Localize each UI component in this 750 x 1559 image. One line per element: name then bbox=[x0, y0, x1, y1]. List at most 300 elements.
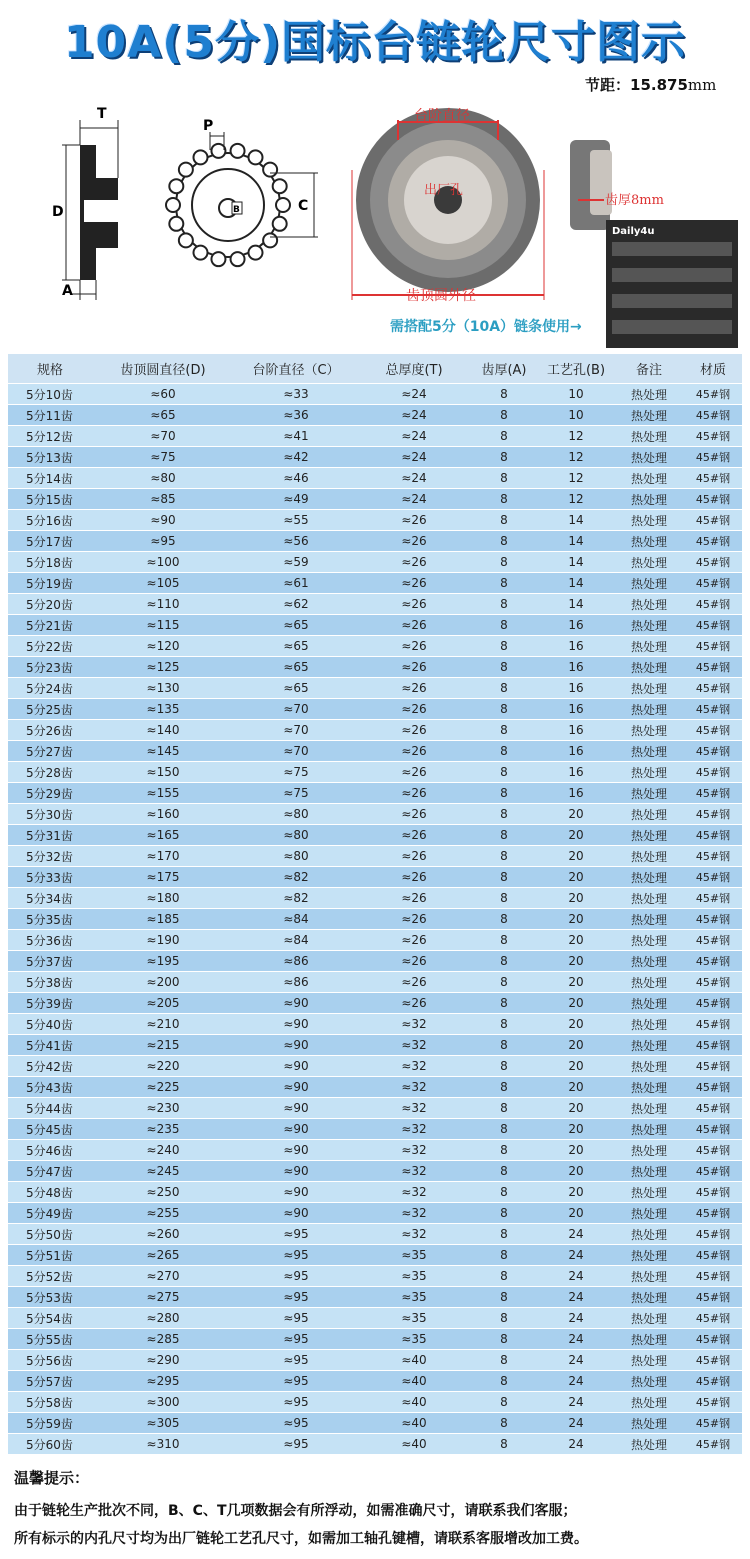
table-cell: 24 bbox=[538, 1434, 614, 1455]
table-row bbox=[8, 888, 742, 909]
table-cell: 热处理 bbox=[614, 846, 684, 867]
table-cell: ≈95 bbox=[234, 1224, 358, 1245]
table-cell: ≈24 bbox=[358, 489, 470, 510]
table-cell: 8 bbox=[470, 678, 538, 699]
table-cell: 45#钢 bbox=[684, 825, 742, 846]
label-C: C bbox=[298, 198, 309, 214]
table-cell: 8 bbox=[470, 1245, 538, 1266]
table-cell: ≈270 bbox=[92, 1266, 234, 1287]
table-cell: 5分53齿 bbox=[8, 1287, 92, 1308]
table-cell: ≈245 bbox=[92, 1161, 234, 1182]
table-cell: ≈280 bbox=[92, 1308, 234, 1329]
table-cell: ≈86 bbox=[234, 951, 358, 972]
table-cell: ≈75 bbox=[92, 447, 234, 468]
table-cell: 20 bbox=[538, 1182, 614, 1203]
table-cell: 热处理 bbox=[614, 1224, 684, 1245]
table-cell: 20 bbox=[538, 951, 614, 972]
table-cell: 8 bbox=[470, 1434, 538, 1455]
table-cell: ≈56 bbox=[234, 531, 358, 552]
table-cell: 8 bbox=[470, 405, 538, 426]
table-cell: 20 bbox=[538, 888, 614, 909]
table-cell: 12 bbox=[538, 426, 614, 447]
table-cell: ≈36 bbox=[234, 405, 358, 426]
hint-title: 温馨提示： bbox=[14, 1469, 90, 1487]
table-cell: 热处理 bbox=[614, 993, 684, 1014]
sprocket-tooth bbox=[249, 246, 263, 260]
table-cell: ≈170 bbox=[92, 846, 234, 867]
table-cell: 热处理 bbox=[614, 1266, 684, 1287]
table-cell: 8 bbox=[470, 804, 538, 825]
table-cell: 45#钢 bbox=[684, 1329, 742, 1350]
table-cell: 8 bbox=[470, 468, 538, 489]
table-cell: 热处理 bbox=[614, 468, 684, 489]
table-cell: ≈95 bbox=[234, 1434, 358, 1455]
table-cell: 45#钢 bbox=[684, 867, 742, 888]
table-cell: ≈26 bbox=[358, 657, 470, 678]
table-row bbox=[8, 909, 742, 930]
table-cell: 45#钢 bbox=[684, 804, 742, 825]
table-cell: 45#钢 bbox=[684, 447, 742, 468]
table-row bbox=[8, 636, 742, 657]
table-cell: 8 bbox=[470, 384, 538, 405]
table-cell: ≈90 bbox=[234, 1203, 358, 1224]
table-cell: ≈95 bbox=[234, 1266, 358, 1287]
table-cell: 5分31齿 bbox=[8, 825, 92, 846]
table-cell: 16 bbox=[538, 762, 614, 783]
table-cell: ≈85 bbox=[92, 489, 234, 510]
table-cell: ≈65 bbox=[234, 657, 358, 678]
table-cell: 5分15齿 bbox=[8, 489, 92, 510]
table-cell: 24 bbox=[538, 1266, 614, 1287]
table-cell: 热处理 bbox=[614, 552, 684, 573]
table-cell: ≈32 bbox=[358, 1077, 470, 1098]
table-cell: 20 bbox=[538, 825, 614, 846]
table-cell: 8 bbox=[470, 426, 538, 447]
table-cell: 12 bbox=[538, 489, 614, 510]
table-cell: ≈90 bbox=[234, 1098, 358, 1119]
side-profile bbox=[52, 106, 118, 300]
sprocket-tooth bbox=[273, 217, 287, 231]
table-cell: 热处理 bbox=[614, 678, 684, 699]
table-row bbox=[8, 1245, 742, 1266]
table-cell: ≈49 bbox=[234, 489, 358, 510]
table-cell: 45#钢 bbox=[684, 1413, 742, 1434]
table-cell: 45#钢 bbox=[684, 909, 742, 930]
table-cell: ≈86 bbox=[234, 972, 358, 993]
sprocket-tooth bbox=[179, 233, 193, 247]
table-cell: 45#钢 bbox=[684, 930, 742, 951]
table-cell: ≈230 bbox=[92, 1098, 234, 1119]
table-cell: 45#钢 bbox=[684, 1182, 742, 1203]
table-cell: ≈40 bbox=[358, 1371, 470, 1392]
table-cell: ≈95 bbox=[234, 1413, 358, 1434]
table-cell: 热处理 bbox=[614, 1392, 684, 1413]
table-cell: 8 bbox=[470, 510, 538, 531]
table-cell: 5分23齿 bbox=[8, 657, 92, 678]
sprocket-tooth bbox=[249, 150, 263, 164]
table-row bbox=[8, 1014, 742, 1035]
table-row bbox=[8, 783, 742, 804]
sprocket-diagram bbox=[0, 100, 750, 350]
table-cell: ≈65 bbox=[234, 636, 358, 657]
hint-line: 由于链轮生产批次不同，B、C、T几项数据会有所浮动，如需准确尺寸，请联系我们客服； bbox=[14, 1503, 577, 1519]
table-cell: ≈26 bbox=[358, 762, 470, 783]
table-cell: 16 bbox=[538, 657, 614, 678]
table-cell: 热处理 bbox=[614, 1413, 684, 1434]
table-cell: ≈80 bbox=[234, 804, 358, 825]
label-factory-hole: 出厂孔 bbox=[424, 183, 464, 198]
table-cell: 5分60齿 bbox=[8, 1434, 92, 1455]
table-cell: ≈80 bbox=[234, 846, 358, 867]
table-cell: 12 bbox=[538, 468, 614, 489]
sprocket-tooth bbox=[211, 252, 225, 266]
sprocket-tooth bbox=[276, 198, 290, 212]
table-cell: 8 bbox=[470, 867, 538, 888]
table-cell: 24 bbox=[538, 1224, 614, 1245]
label-B: B bbox=[233, 205, 240, 215]
table-cell: ≈24 bbox=[358, 384, 470, 405]
table-cell: ≈260 bbox=[92, 1224, 234, 1245]
table-cell: ≈200 bbox=[92, 972, 234, 993]
side-photo bbox=[570, 140, 664, 230]
table-cell: 热处理 bbox=[614, 1371, 684, 1392]
table-header-row bbox=[8, 354, 742, 384]
table-cell: 8 bbox=[470, 951, 538, 972]
table-cell: 5分48齿 bbox=[8, 1182, 92, 1203]
table-cell: 14 bbox=[538, 552, 614, 573]
table-cell: ≈35 bbox=[358, 1266, 470, 1287]
spec-table bbox=[8, 354, 742, 1455]
table-cell: ≈26 bbox=[358, 699, 470, 720]
table-cell: 8 bbox=[470, 972, 538, 993]
table-cell: ≈42 bbox=[234, 447, 358, 468]
table-cell: 热处理 bbox=[614, 1014, 684, 1035]
table-cell: 45#钢 bbox=[684, 888, 742, 909]
table-cell: ≈26 bbox=[358, 573, 470, 594]
table-cell: 热处理 bbox=[614, 1350, 684, 1371]
table-cell: 5分38齿 bbox=[8, 972, 92, 993]
table-cell: 20 bbox=[538, 1077, 614, 1098]
table-cell: ≈70 bbox=[234, 741, 358, 762]
table-row bbox=[8, 1224, 742, 1245]
table-cell: 热处理 bbox=[614, 1119, 684, 1140]
table-cell: ≈95 bbox=[234, 1308, 358, 1329]
table-cell: 20 bbox=[538, 867, 614, 888]
table-cell: 5分45齿 bbox=[8, 1119, 92, 1140]
table-cell: 16 bbox=[538, 699, 614, 720]
table-cell: ≈26 bbox=[358, 783, 470, 804]
table-cell: 5分35齿 bbox=[8, 909, 92, 930]
table-cell: ≈310 bbox=[92, 1434, 234, 1455]
table-cell: 热处理 bbox=[614, 951, 684, 972]
table-cell: ≈90 bbox=[234, 1014, 358, 1035]
table-cell: 45#钢 bbox=[684, 1098, 742, 1119]
table-cell: 热处理 bbox=[614, 1077, 684, 1098]
table-cell: ≈24 bbox=[358, 468, 470, 489]
table-cell: 45#钢 bbox=[684, 1224, 742, 1245]
label-A: A bbox=[62, 283, 73, 299]
table-cell: 20 bbox=[538, 1119, 614, 1140]
table-cell: 45#钢 bbox=[684, 1161, 742, 1182]
table-cell: 热处理 bbox=[614, 657, 684, 678]
table-cell: 20 bbox=[538, 930, 614, 951]
table-cell: 热处理 bbox=[614, 573, 684, 594]
table-cell: 8 bbox=[470, 1287, 538, 1308]
table-cell: 5分22齿 bbox=[8, 636, 92, 657]
table-cell: 24 bbox=[538, 1245, 614, 1266]
sprocket-tooth bbox=[194, 150, 208, 164]
label-step-dia: 台阶直径 bbox=[414, 108, 470, 124]
table-cell: 8 bbox=[470, 1413, 538, 1434]
table-row bbox=[8, 1329, 742, 1350]
sprocket-tooth bbox=[231, 252, 245, 266]
table-cell: 5分58齿 bbox=[8, 1392, 92, 1413]
table-cell: ≈33 bbox=[234, 384, 358, 405]
table-row bbox=[8, 594, 742, 615]
table-cell: 5分21齿 bbox=[8, 615, 92, 636]
table-cell: 8 bbox=[470, 1119, 538, 1140]
table-cell: ≈84 bbox=[234, 930, 358, 951]
table-cell: ≈35 bbox=[358, 1329, 470, 1350]
table-row bbox=[8, 993, 742, 1014]
table-cell: ≈84 bbox=[234, 909, 358, 930]
table-cell: ≈32 bbox=[358, 1035, 470, 1056]
table-cell: 热处理 bbox=[614, 1434, 684, 1455]
table-cell: 5分17齿 bbox=[8, 531, 92, 552]
table-cell: 热处理 bbox=[614, 699, 684, 720]
table-cell: 热处理 bbox=[614, 1035, 684, 1056]
table-cell: 45#钢 bbox=[684, 993, 742, 1014]
table-cell: 16 bbox=[538, 783, 614, 804]
table-cell: ≈41 bbox=[234, 426, 358, 447]
table-cell: ≈295 bbox=[92, 1371, 234, 1392]
table-cell: 14 bbox=[538, 531, 614, 552]
table-row bbox=[8, 930, 742, 951]
table-cell: ≈95 bbox=[234, 1329, 358, 1350]
table-cell: 热处理 bbox=[614, 1308, 684, 1329]
label-tip-dia: 齿顶圆外径 bbox=[406, 288, 476, 304]
table-row bbox=[8, 1161, 742, 1182]
table-cell: ≈285 bbox=[92, 1329, 234, 1350]
table-row bbox=[8, 1413, 742, 1434]
table-cell: ≈175 bbox=[92, 867, 234, 888]
table-cell: 5分18齿 bbox=[8, 552, 92, 573]
table-cell: 16 bbox=[538, 678, 614, 699]
table-row bbox=[8, 1140, 742, 1161]
table-row bbox=[8, 699, 742, 720]
table-cell: ≈32 bbox=[358, 1056, 470, 1077]
table-cell: ≈195 bbox=[92, 951, 234, 972]
table-cell: ≈300 bbox=[92, 1392, 234, 1413]
table-row bbox=[8, 1266, 742, 1287]
table-cell: 8 bbox=[470, 1224, 538, 1245]
table-cell: 8 bbox=[470, 1392, 538, 1413]
table-cell: 热处理 bbox=[614, 1329, 684, 1350]
table-cell: ≈65 bbox=[234, 615, 358, 636]
table-cell: ≈24 bbox=[358, 426, 470, 447]
label-D: D bbox=[52, 204, 64, 220]
table-cell: 45#钢 bbox=[684, 1392, 742, 1413]
table-cell: 5分57齿 bbox=[8, 1371, 92, 1392]
sprocket-photo bbox=[352, 108, 544, 304]
table-row bbox=[8, 1077, 742, 1098]
table-cell: 24 bbox=[538, 1350, 614, 1371]
table-cell: 热处理 bbox=[614, 384, 684, 405]
table-cell: 20 bbox=[538, 993, 614, 1014]
table-cell: 8 bbox=[470, 930, 538, 951]
table-cell: 热处理 bbox=[614, 1056, 684, 1077]
table-cell: ≈95 bbox=[234, 1287, 358, 1308]
table-cell: 45#钢 bbox=[684, 1140, 742, 1161]
table-cell: ≈160 bbox=[92, 804, 234, 825]
table-cell: ≈32 bbox=[358, 1014, 470, 1035]
col-header: 材质 bbox=[684, 354, 742, 384]
table-cell: 5分52齿 bbox=[8, 1266, 92, 1287]
table-cell: 5分28齿 bbox=[8, 762, 92, 783]
table-row bbox=[8, 1308, 742, 1329]
table-cell: ≈125 bbox=[92, 657, 234, 678]
table-cell: 8 bbox=[470, 720, 538, 741]
table-cell: ≈150 bbox=[92, 762, 234, 783]
table-cell: 8 bbox=[470, 1077, 538, 1098]
table-cell: 20 bbox=[538, 909, 614, 930]
table-cell: 45#钢 bbox=[684, 1203, 742, 1224]
table-cell: ≈275 bbox=[92, 1287, 234, 1308]
table-cell: ≈26 bbox=[358, 531, 470, 552]
table-cell: 热处理 bbox=[614, 405, 684, 426]
table-cell: 8 bbox=[470, 762, 538, 783]
sprocket-tooth bbox=[263, 163, 277, 177]
table-row bbox=[8, 573, 742, 594]
table-row bbox=[8, 1434, 742, 1455]
table-cell: 热处理 bbox=[614, 1203, 684, 1224]
table-cell: ≈40 bbox=[358, 1392, 470, 1413]
table-cell: 45#钢 bbox=[684, 951, 742, 972]
table-cell: ≈105 bbox=[92, 573, 234, 594]
table-cell: 8 bbox=[470, 1140, 538, 1161]
table-cell: ≈180 bbox=[92, 888, 234, 909]
table-cell: 20 bbox=[538, 804, 614, 825]
table-cell: 20 bbox=[538, 1035, 614, 1056]
table-cell: 45#钢 bbox=[684, 405, 742, 426]
table-cell: ≈62 bbox=[234, 594, 358, 615]
table-cell: 热处理 bbox=[614, 594, 684, 615]
table-cell: ≈32 bbox=[358, 1203, 470, 1224]
table-cell: 热处理 bbox=[614, 1287, 684, 1308]
table-cell: ≈26 bbox=[358, 594, 470, 615]
col-header: 工艺孔(B) bbox=[538, 354, 614, 384]
sprocket-tooth bbox=[263, 233, 277, 247]
sprocket-tooth bbox=[231, 144, 245, 158]
table-cell: ≈90 bbox=[234, 993, 358, 1014]
page-title: 10A(5分)国标台链轮尺寸图示 bbox=[63, 17, 687, 68]
table-row bbox=[8, 867, 742, 888]
table-cell: ≈26 bbox=[358, 930, 470, 951]
table-cell: 45#钢 bbox=[684, 573, 742, 594]
table-cell: ≈165 bbox=[92, 825, 234, 846]
table-cell: 12 bbox=[538, 447, 614, 468]
table-cell: 45#钢 bbox=[684, 531, 742, 552]
table-cell: ≈26 bbox=[358, 888, 470, 909]
table-row bbox=[8, 489, 742, 510]
table-cell: ≈26 bbox=[358, 636, 470, 657]
table-cell: 5分34齿 bbox=[8, 888, 92, 909]
table-cell: ≈32 bbox=[358, 1098, 470, 1119]
table-cell: ≈95 bbox=[234, 1371, 358, 1392]
table-cell: 8 bbox=[470, 888, 538, 909]
table-cell: ≈70 bbox=[234, 720, 358, 741]
table-cell: 8 bbox=[470, 699, 538, 720]
table-cell: 45#钢 bbox=[684, 783, 742, 804]
table-cell: 20 bbox=[538, 846, 614, 867]
table-row bbox=[8, 720, 742, 741]
table-cell: ≈95 bbox=[234, 1350, 358, 1371]
table-cell: 45#钢 bbox=[684, 384, 742, 405]
table-cell: 24 bbox=[538, 1413, 614, 1434]
table-row bbox=[8, 1182, 742, 1203]
table-cell: ≈65 bbox=[234, 678, 358, 699]
table-cell: 热处理 bbox=[614, 804, 684, 825]
table-cell: ≈32 bbox=[358, 1182, 470, 1203]
table-cell: ≈82 bbox=[234, 867, 358, 888]
table-cell: ≈46 bbox=[234, 468, 358, 489]
table-cell: ≈90 bbox=[234, 1161, 358, 1182]
table-cell: 8 bbox=[470, 531, 538, 552]
sprocket-tooth bbox=[179, 163, 193, 177]
table-cell: 热处理 bbox=[614, 447, 684, 468]
table-cell: 5分56齿 bbox=[8, 1350, 92, 1371]
table-cell: 10 bbox=[538, 384, 614, 405]
label-T: T bbox=[97, 106, 107, 122]
col-header: 齿顶圆直径(D) bbox=[92, 354, 234, 384]
label-P: P bbox=[203, 118, 214, 134]
table-cell: 45#钢 bbox=[684, 678, 742, 699]
table-cell: 8 bbox=[470, 573, 538, 594]
table-cell: 45#钢 bbox=[684, 1014, 742, 1035]
table-cell: 24 bbox=[538, 1308, 614, 1329]
table-cell: ≈32 bbox=[358, 1119, 470, 1140]
table-cell: ≈26 bbox=[358, 951, 470, 972]
table-cell: ≈90 bbox=[234, 1077, 358, 1098]
col-header: 总厚度(T) bbox=[358, 354, 470, 384]
table-cell: 20 bbox=[538, 1161, 614, 1182]
table-cell: 5分44齿 bbox=[8, 1098, 92, 1119]
table-cell: ≈26 bbox=[358, 552, 470, 573]
pitch-unit: mm bbox=[687, 76, 717, 94]
table-cell: 热处理 bbox=[614, 825, 684, 846]
table-cell: ≈90 bbox=[92, 510, 234, 531]
table-cell: ≈32 bbox=[358, 1140, 470, 1161]
table-cell: 8 bbox=[470, 1203, 538, 1224]
table-cell: 45#钢 bbox=[684, 741, 742, 762]
table-cell: 45#钢 bbox=[684, 552, 742, 573]
table-cell: 5分29齿 bbox=[8, 783, 92, 804]
table-cell: 8 bbox=[470, 657, 538, 678]
table-cell: 45#钢 bbox=[684, 1371, 742, 1392]
table-row bbox=[8, 1392, 742, 1413]
table-cell: ≈82 bbox=[234, 888, 358, 909]
table-row bbox=[8, 804, 742, 825]
table-cell: 5分59齿 bbox=[8, 1413, 92, 1434]
table-cell: 8 bbox=[470, 1350, 538, 1371]
table-cell: 45#钢 bbox=[684, 636, 742, 657]
table-cell: ≈59 bbox=[234, 552, 358, 573]
table-cell: 5分32齿 bbox=[8, 846, 92, 867]
table-cell: 热处理 bbox=[614, 720, 684, 741]
table-cell: ≈290 bbox=[92, 1350, 234, 1371]
table-row bbox=[8, 762, 742, 783]
table-cell: 5分33齿 bbox=[8, 867, 92, 888]
